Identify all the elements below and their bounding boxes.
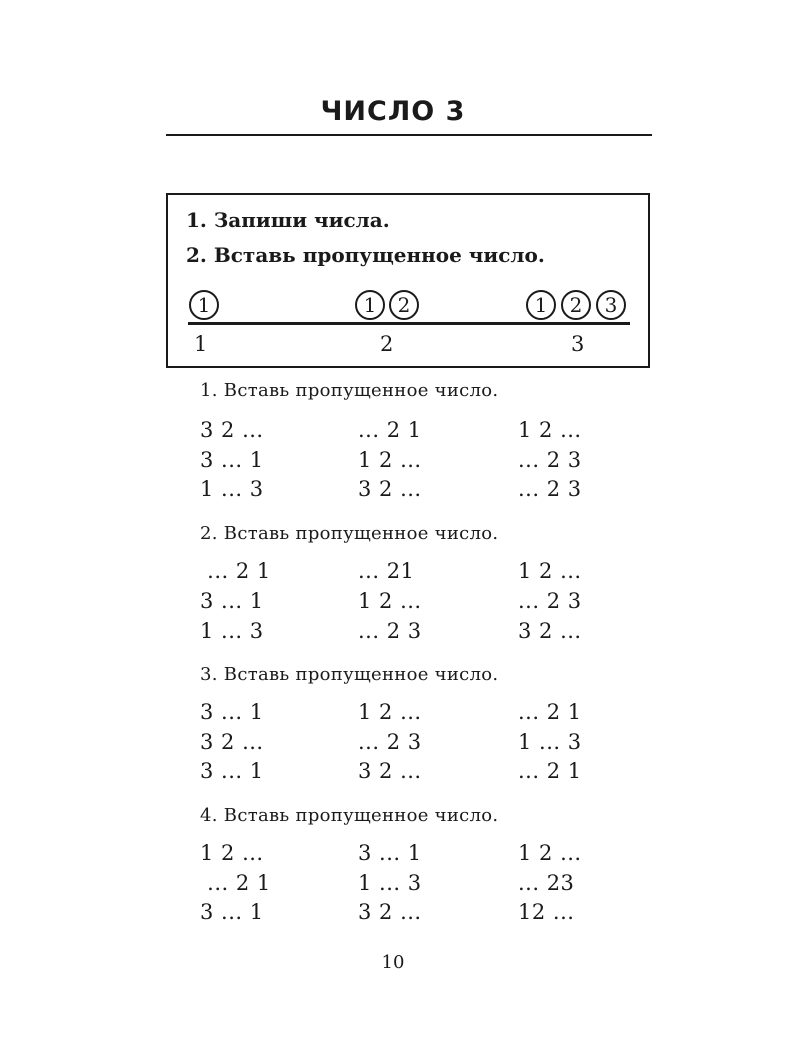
rule-instruction-2: 2. Вставь пропущенное число. xyxy=(186,243,545,267)
number-line-label: 3 xyxy=(571,332,585,356)
counter-circle: 1 xyxy=(189,290,219,320)
exercise-cell: ... 2 1 xyxy=(200,871,271,895)
number-line-label: 2 xyxy=(380,332,394,356)
exercise-cell: 3 ... 1 xyxy=(200,589,264,613)
exercise-cell: ... 23 xyxy=(518,871,575,895)
exercise-cell: 3 2 ... xyxy=(200,418,264,442)
exercise-cell: ... 2 3 xyxy=(358,619,422,643)
exercise-cell: 1 2 ... xyxy=(518,841,582,865)
exercise-cell: ... 2 3 xyxy=(518,477,582,501)
number-line xyxy=(188,322,630,325)
exercise-cell: 3 2 ... xyxy=(358,477,422,501)
exercise-cell: 1 2 ... xyxy=(358,700,422,724)
rule-instruction-1: 1. Запиши числа. xyxy=(186,208,390,232)
title-underline xyxy=(166,134,652,136)
exercise-cell: ... 2 3 xyxy=(518,448,582,472)
exercise-cell: 3 2 ... xyxy=(358,759,422,783)
exercise-cell: ... 2 1 xyxy=(518,759,582,783)
exercise-cell: ... 2 3 xyxy=(518,589,582,613)
exercise-cell: 1 2 ... xyxy=(518,559,582,583)
exercise-cell: 1 2 ... xyxy=(518,418,582,442)
exercise-cell: 3 ... 1 xyxy=(358,841,422,865)
exercise-cell: ... 2 1 xyxy=(358,418,422,442)
exercise-cell: 1 2 ... xyxy=(200,841,264,865)
counter-circle: 1 xyxy=(526,290,556,320)
exercise-cell: 3 ... 1 xyxy=(200,759,264,783)
exercise-cell: ... 21 xyxy=(358,559,415,583)
counter-circle: 2 xyxy=(561,290,591,320)
exercise-cell: 1 ... 3 xyxy=(358,871,422,895)
exercise-cell: 3 ... 1 xyxy=(200,700,264,724)
page-number: 10 xyxy=(381,952,405,973)
exercise-cell: 1 ... 3 xyxy=(518,730,582,754)
exercise-cell: 3 ... 1 xyxy=(200,900,264,924)
exercise-cell: 1 2 ... xyxy=(358,448,422,472)
exercise-cell: ... 2 1 xyxy=(200,559,271,583)
exercise-cell: 1 ... 3 xyxy=(200,477,264,501)
exercise-cell: 3 2 ... xyxy=(518,619,582,643)
page-title: ЧИСЛО 3 xyxy=(320,96,466,127)
exercise-cell: 3 ... 1 xyxy=(200,448,264,472)
counter-circle: 3 xyxy=(596,290,626,320)
exercise-heading: 3. Вставь пропущенное число. xyxy=(200,664,499,685)
counter-circle: 1 xyxy=(355,290,385,320)
exercise-cell: 12 ... xyxy=(518,900,575,924)
exercise-cell: ... 2 3 xyxy=(358,730,422,754)
number-line-label: 1 xyxy=(194,332,208,356)
exercise-heading: 1. Вставь пропущенное число. xyxy=(200,380,499,401)
exercise-cell: ... 2 1 xyxy=(518,700,582,724)
exercise-heading: 2. Вставь пропущенное число. xyxy=(200,523,499,544)
exercise-cell: 1 2 ... xyxy=(358,589,422,613)
exercise-heading: 4. Вставь пропущенное число. xyxy=(200,805,499,826)
exercise-cell: 1 ... 3 xyxy=(200,619,264,643)
exercise-cell: 3 2 ... xyxy=(358,900,422,924)
exercise-cell: 3 2 ... xyxy=(200,730,264,754)
counter-circle: 2 xyxy=(389,290,419,320)
